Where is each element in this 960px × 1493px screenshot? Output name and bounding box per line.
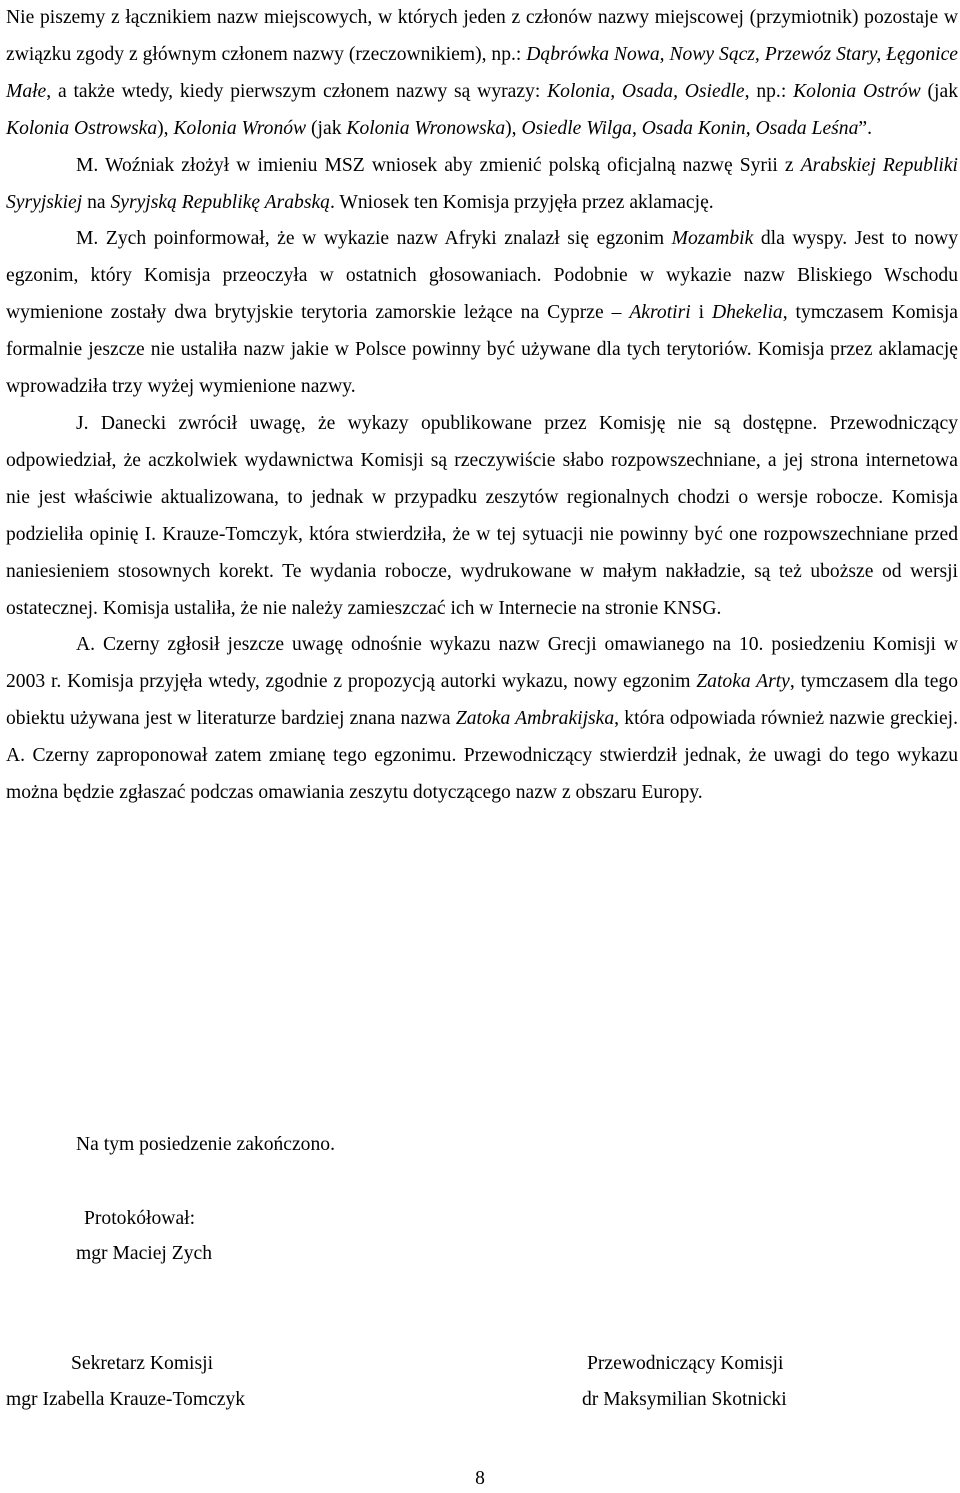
paragraph-greece-exonyms: A. Czerny zgłosił jeszcze uwagę odnośnie wykazu nazw Grecji omawianego na 10. posiedzeniu Komisji w 2003 r. Komisja przyjęła wtedy, zgodnie z propozycją autorki wykazu, nowy egzonim Zatoka Arty, tymczasem dla tego obiektu używana jest w literaturze bardziej znana nazwa Zatoka Ambrakijska, która odpowiada również nazwie greckiej. A. Czerny zaproponował zatem zmianę tego egzonimu. Przewodniczący stwierdził jednak, że uwagi do tego wykazu można będzie zgłaszać podczas omawiania zeszytu dotyczącego nazw z obszaru Europy. (6, 634, 958, 804)
paragraph-publications: J. Danecki zwrócił uwagę, że wykazy opublikowane przez Komisję nie są dostępne. Przewodniczący odpowiedział, że aczkolwiek wydawnictwa Komisji są rzeczywiście słabo rozpowszechniane, a jej strona internetowa nie jest właściwie aktualizowana, to jednak w przypadku zeszytów regionalnych chodzi o wersje robocze. Komisja podzieliła opinię I. Krauze-Tomczyk, która stwierdziła, że w tej sytuacji nie powinny być one rozpowszechniane przed naniesieniem stosownych korekt. Te wydania robocze, wydrukowane w małym nakładzie, są też uboższe od wersji ostatecznej. Komisja ustaliła, że nie należy zamieszczać ich w Internecie na stronie KNSG. (6, 412, 958, 619)
meeting-end-line: Na tym posiedzenie zakończono. (76, 1134, 335, 1155)
recorder-name: mgr Maciej Zych (76, 1243, 213, 1264)
paragraph-place-names: Nie piszemy z łącznikiem nazw miejscowych, w których jeden z członów nazwy miejscowej (przymiotnik) pozostaje w związku zgody z głównym członem nazwy (rzeczownikiem), np.: Dąbrówka Nowa, Nowy Sącz, Przewóz Stary, Łęgonice Małe, a także wtedy, kiedy pierwszym członem nazwy są wyrazy: Kolonia, Osada, Osiedle, np.: Kolonia Ostrów (jak Kolonia Ostrowska), Kolonia Wronów (jak Kolonia Wronowska), Osiedle Wilga, Osada Konin, Osada Leśna”. (6, 7, 958, 139)
document-body (6, 0, 958, 812)
page-number: 8 (475, 1468, 485, 1489)
paragraph-syria-request: M. Woźniak złożył w imieniu MSZ wniosek aby zmienić polską oficjalną nazwę Syrii z Arabskiej Republiki Syryjskiej na Syryjską Republikę Arabską. Wniosek ten Komisja przyjęła przez aklamację. (6, 154, 958, 213)
secretary-title: Sekretarz Komisji (71, 1353, 214, 1374)
paragraph-mozambik-cyprus: M. Zych poinformował, że w wykazie nazw Afryki znalazł się egzonim Mozambik dla wyspy. Jest to nowy egzonim, który Komisja przeoczyła w ostatnich głosowaniach. Podobnie w wykazie nazw Bliskiego Wschodu wymienione zostały dwa brytyjskie terytoria zamorskie leżące na Cyprze – Akrotiri i Dhekelia, tymczasem Komisja formalnie jeszcze nie ustaliła nazw jakie w Polsce powinny być używane dla tych terytoriów. Komisja przez aklamację wprowadziła trzy wyżej wymienione nazwy. (6, 228, 958, 398)
chairman-title: Przewodniczący Komisji (587, 1353, 784, 1374)
chairman-name: dr Maksymilian Skotnicki (582, 1389, 787, 1410)
secretary-name: mgr Izabella Krauze-Tomczyk (6, 1389, 246, 1410)
recorder-label: Protokółował: (84, 1208, 196, 1229)
